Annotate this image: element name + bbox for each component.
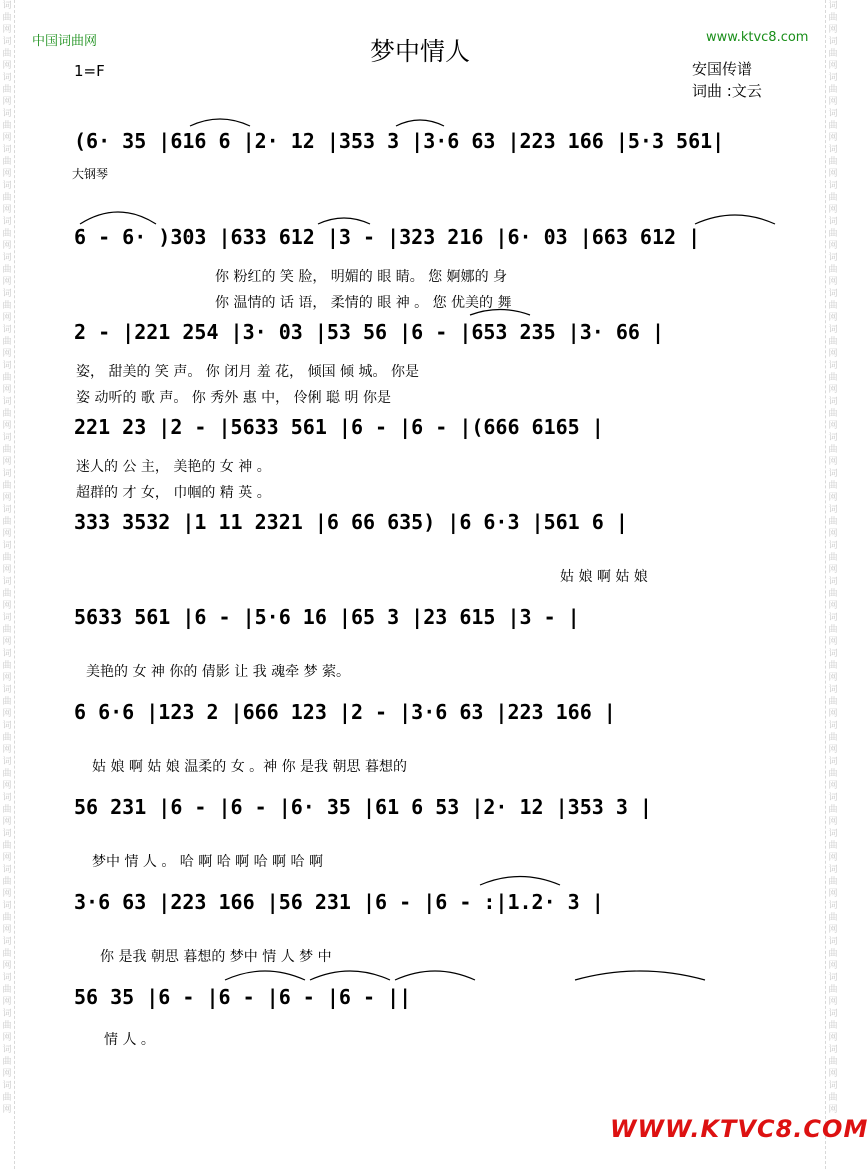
lyric-row-5: 姑 娘 啊 姑 娘 xyxy=(560,569,648,585)
score-row-10: 56 35 |6 - |6 - |6 - |6 - || xyxy=(74,985,412,1009)
score-row-9: 3·6 63 |223 166 |56 231 |6 - |6 - :|1.2· 3 | xyxy=(74,890,604,914)
lyric-row-2-verse-2: 你 温情的 话 语， 柔情的 眼 神 。 您 优美的 舞 xyxy=(215,295,512,311)
score-row-6: 5633 561 |6 - |5·6 16 |65 3 |23 615 |3 - | xyxy=(74,605,580,629)
lyric-row-10: 情 人 。 xyxy=(104,1032,155,1048)
song-title: 梦中情人 xyxy=(369,37,470,66)
lyric-row-3-verse-1: 姿， 甜美的 笑 声。 你 闭月 羞 花， 倾国 倾 城。 你是 xyxy=(76,364,419,380)
lyric-row-2-verse-1: 你 粉红的 笑 脸， 明媚的 眼 睛。 您 婀娜的 身 xyxy=(215,269,508,285)
lyric-row-4-verse-2: 超群的 才 女， 巾帼的 精 英 。 xyxy=(76,485,271,501)
site-url[interactable]: www.ktvc8.com xyxy=(706,30,809,45)
score-row-4: 221 23 |2 - |5633 561 |6 - |6 - |(666 6165 | xyxy=(74,415,604,439)
score-row-7: 6 6·6 |123 2 |666 123 |2 - |3·6 63 |223 166 | xyxy=(74,700,616,724)
credit-transcriber: 安国传谱 xyxy=(692,60,753,78)
lyric-row-3-verse-2: 姿 动听的 歌 声。 你 秀外 惠 中， 伶俐 聪 明 你是 xyxy=(76,390,391,406)
site-name[interactable]: 中国词曲网 xyxy=(32,34,98,49)
score-row-5: 333 3532 |1 11 2321 |6 66 635) |6 6·3 |561 6 | xyxy=(74,510,628,534)
score-row-8: 56 231 |6 - |6 - |6· 35 |61 6 53 |2· 12 |353 3 | xyxy=(74,795,652,819)
lyric-row-8: 梦中 情 人 。 哈 啊 哈 啊 哈 啊 哈 啊 xyxy=(92,854,323,870)
lyric-row-9: 你 是我 朝思 暮想的 梦中 情 人 梦 中 xyxy=(100,949,332,965)
lyric-row-7: 姑 娘 啊 姑 娘 温柔的 女 。神 你 是我 朝思 暮想的 xyxy=(92,759,407,775)
score-row-3: 2 - |221 254 |3· 03 |53 56 |6 - |653 235 |3· 66 | xyxy=(74,320,665,344)
key-signature: 1=F xyxy=(74,62,105,80)
score-row-1: (6· 35 |616 6 |2· 12 |353 3 |3·6 63 |223 166 |5·3 561| xyxy=(74,129,725,153)
score-row-2: 6 - 6· )303 |633 612 |3 - |323 216 |6· 03 |663 612 | xyxy=(74,225,701,249)
left-watermark-strip: 词曲网词曲网词曲网词曲网词曲网词曲网词曲网词曲网词曲网词曲网词曲网词曲网词曲网词曲网词曲网词曲网词曲网词曲网词曲网词曲网词曲网词曲网词曲网词曲网词曲网词曲网词曲网词曲网词曲网词曲网词曲网 xyxy=(0,0,15,1169)
watermark-url: WWW.KTVC8.COM xyxy=(610,1115,868,1143)
right-watermark-strip: 词曲网词曲网词曲网词曲网词曲网词曲网词曲网词曲网词曲网词曲网词曲网词曲网词曲网词曲网词曲网词曲网词曲网词曲网词曲网词曲网词曲网词曲网词曲网词曲网词曲网词曲网词曲网词曲网词曲网词曲网词曲网 xyxy=(825,0,840,1169)
lyric-row-6: 美艳的 女 神 你的 倩影 让 我 魂牵 梦 萦。 xyxy=(86,664,351,680)
lyric-row-4-verse-1: 迷人的 公 主， 美艳的 女 神 。 xyxy=(76,459,271,475)
credit-lyrics-music: 词曲 :文云 xyxy=(692,82,762,100)
instrument-label: 大钢琴 xyxy=(72,167,109,181)
